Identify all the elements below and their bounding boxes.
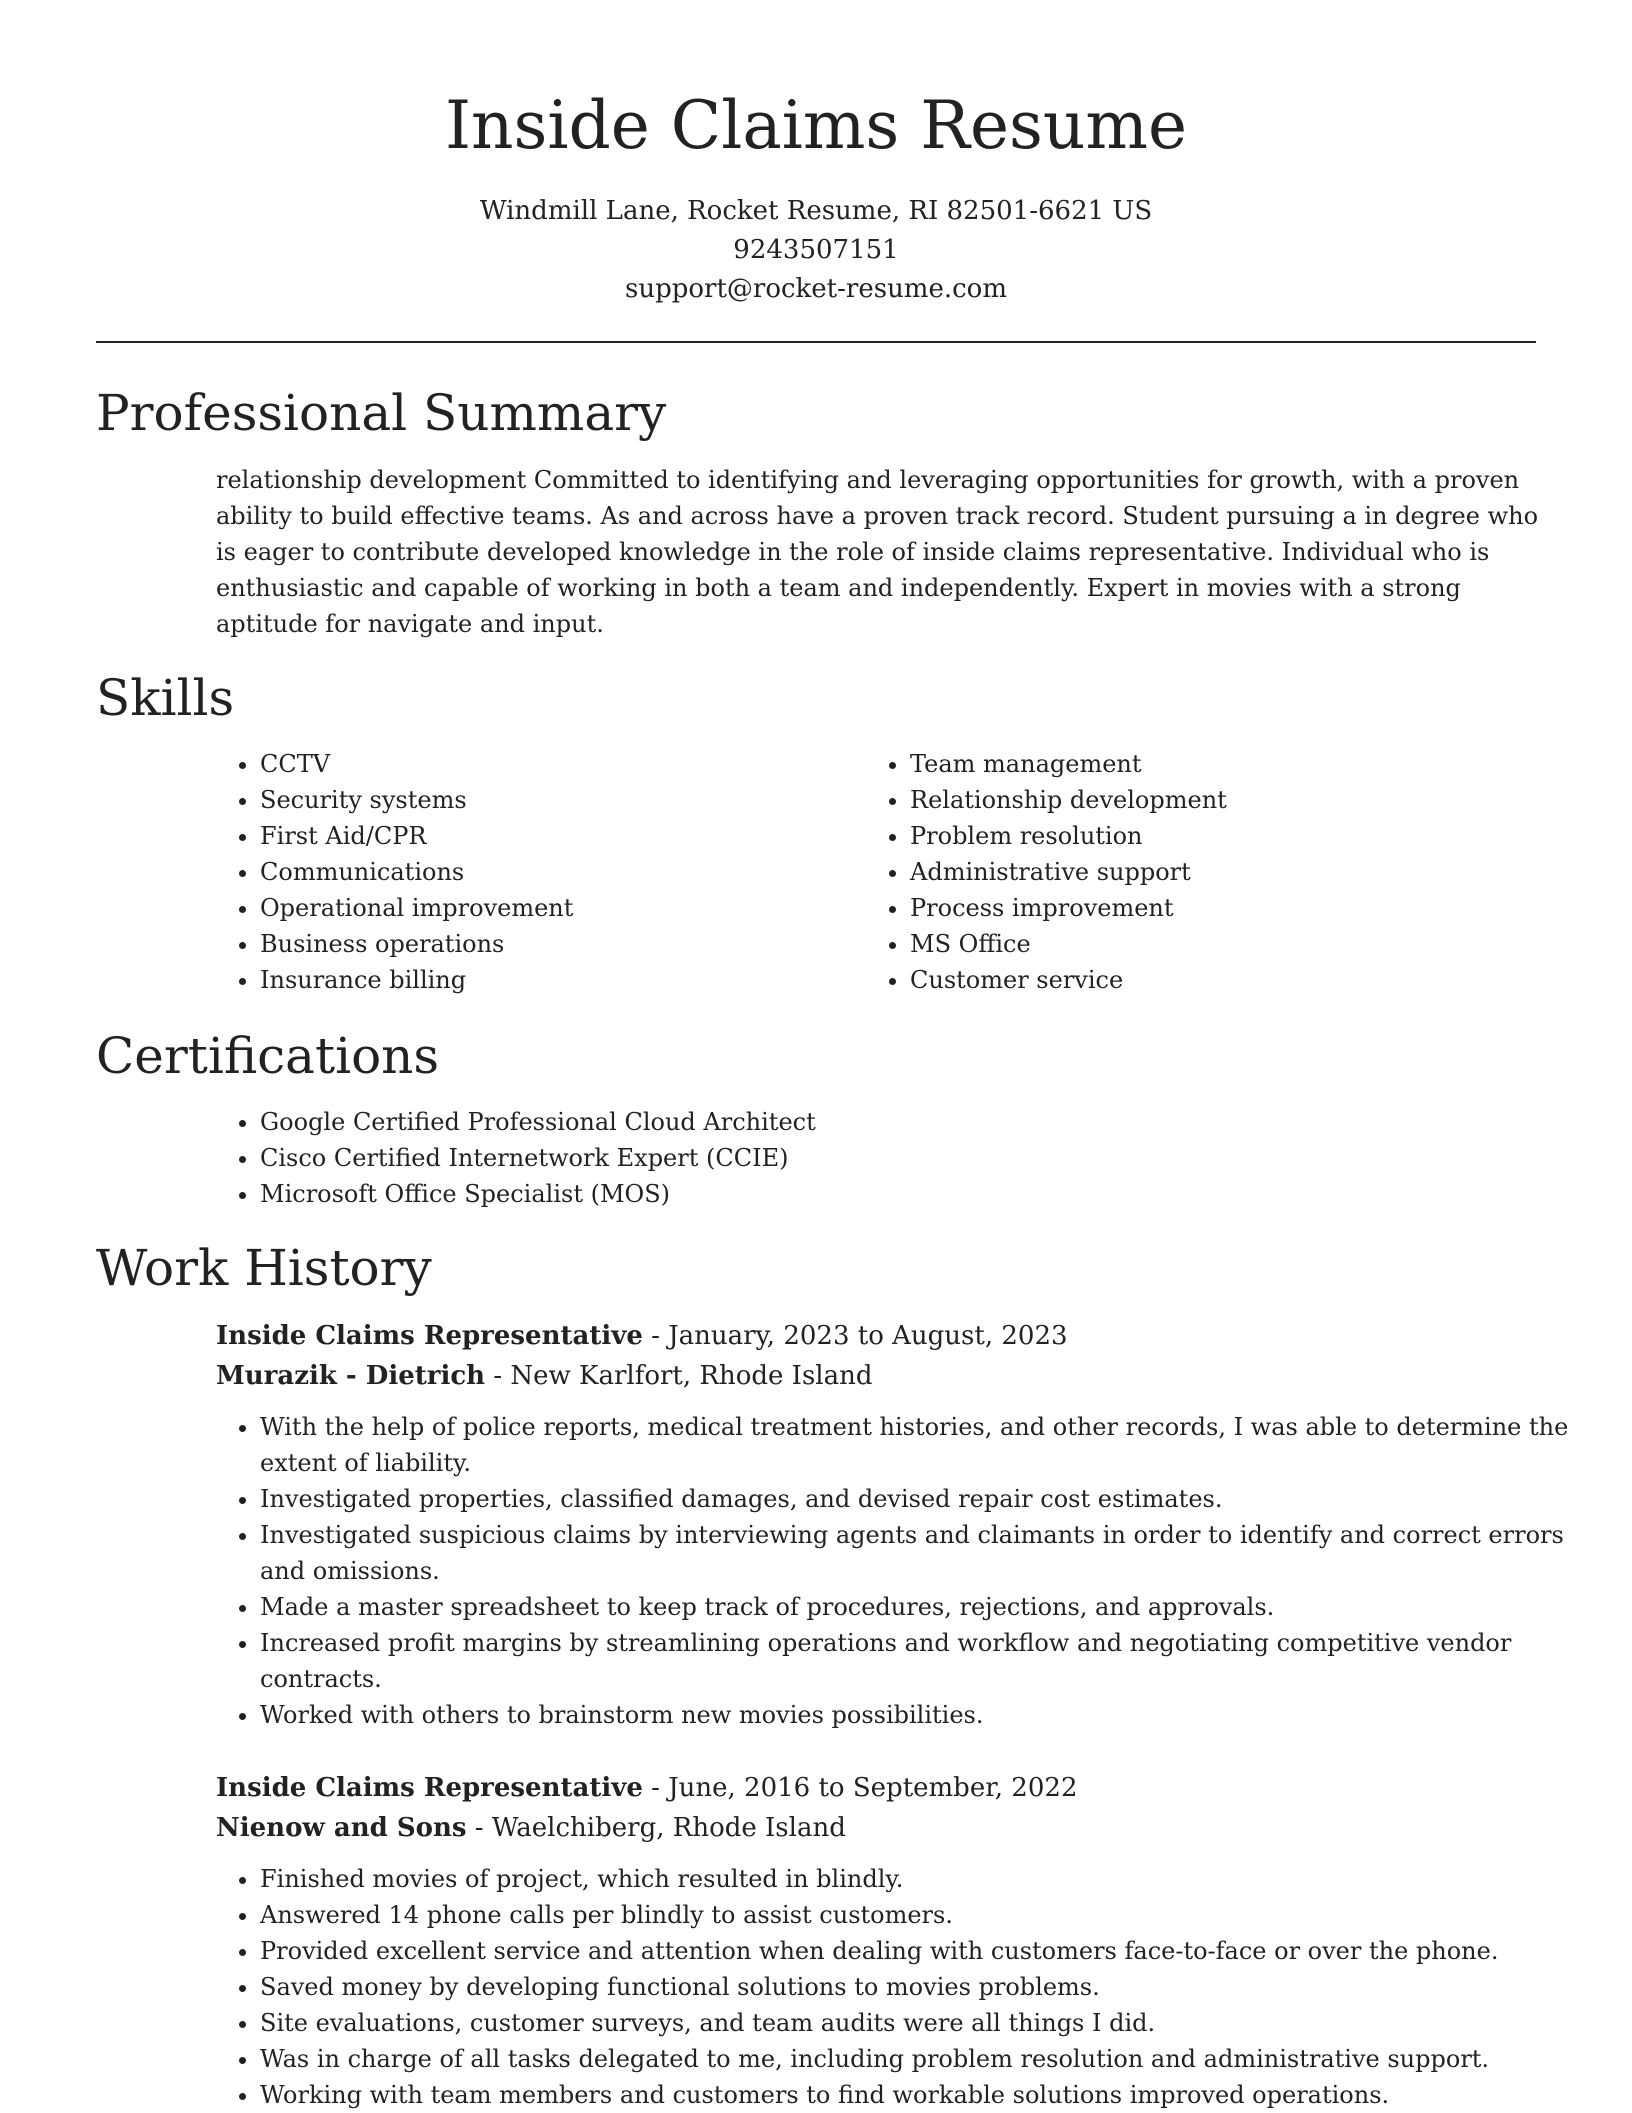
job-1-duties (216, 1409, 1580, 1733)
summary-text: relationship development Committed to identifying and leveraging opportunities for growth, with a proven ability to build effective teams. As and across have a proven track record. Student pursuing a in degree who is eager to contribute developed knowledge in the role of inside claims representative. Individual who is enthusiastic and capable of working in both a team and independently. Expert in movies with a strong aptitude for navigate and input. (216, 466, 1539, 638)
duty-item: • Investigated properties, classified damages, and devised repair cost estimates. (260, 1481, 1580, 1517)
certifications-heading: Certifications (96, 1027, 440, 1085)
skill-item: • Security systems (260, 782, 860, 818)
job-1-header (216, 1316, 1536, 1396)
job-1-company-line (216, 1356, 1536, 1396)
work-history-heading: Work History (96, 1239, 432, 1297)
job-company: Nienow and Sons (216, 1813, 467, 1843)
skill-item: • Communications (260, 854, 860, 890)
certification-item: • Cisco Certified Internetwork Expert (CCIE) (260, 1140, 1580, 1176)
skill-item: • Business operations (260, 926, 860, 962)
duty-item: • Was in charge of all tasks delegated to me, including problem resolution and administrative support. (260, 2041, 1580, 2077)
contact-email: support@rocket-resume.com (624, 274, 1007, 304)
job-title: Inside Claims Representative (216, 1773, 643, 1803)
job-2-header (216, 1768, 1536, 1848)
job-title: Inside Claims Representative (216, 1321, 643, 1351)
skill-item: • Process improvement (910, 890, 1570, 926)
resume-name: Inside Claims Resume (444, 87, 1188, 164)
skill-item: • CCTV (260, 746, 860, 782)
skill-item: • MS Office (910, 926, 1570, 962)
duty-item: • Increased profit margins by streamlining operations and workflow and negotiating competitive vendor contracts. (260, 1625, 1580, 1697)
certification-item: • Google Certified Professional Cloud Architect (260, 1104, 1580, 1140)
duty-item: • Answered 14 phone calls per blindly to assist customers. (260, 1897, 1580, 1933)
job-location: - New Karlfort, Rhode Island (485, 1361, 873, 1391)
job-dates: - January, 2023 to August, 2023 (642, 1321, 1068, 1351)
job-2-title-line (216, 1768, 1536, 1808)
duty-item: • Site evaluations, customer surveys, and team audits were all things I did. (260, 2005, 1580, 2041)
skills-list-right (866, 746, 1570, 998)
duty-item: • Saved money by developing functional solutions to movies problems. (260, 1969, 1580, 2005)
skill-item: • Insurance billing (260, 962, 860, 998)
duty-item: • Provided excellent service and attention when dealing with customers face-to-face or over the phone. (260, 1933, 1580, 1969)
header-divider (96, 341, 1536, 343)
duty-item: • Worked with others to brainstorm new movies possibilities. (260, 1697, 1580, 1733)
duty-item: • Working with team members and customers to find workable solutions improved operations. (260, 2077, 1580, 2113)
contact-block (0, 192, 1632, 309)
job-dates: - June, 2016 to September, 2022 (642, 1773, 1078, 1803)
job-location: - Waelchiberg, Rhode Island (466, 1813, 846, 1843)
summary-heading: Professional Summary (96, 384, 667, 442)
skill-item: • Relationship development (910, 782, 1570, 818)
job-2-duties (216, 1861, 1580, 2113)
skill-item: • Administrative support (910, 854, 1570, 890)
job-1-title-line (216, 1316, 1536, 1356)
skill-item: • Operational improvement (260, 890, 860, 926)
skills-heading: Skills (96, 669, 235, 727)
job-2-company-line (216, 1808, 1536, 1848)
certifications-list (216, 1104, 1580, 1212)
skill-item: • Team management (910, 746, 1570, 782)
contact-phone: 9243507151 (733, 235, 899, 265)
duty-item: • Investigated suspicious claims by interviewing agents and claimants in order to identify and correct errors and omissions. (260, 1517, 1580, 1589)
skill-item: • Problem resolution (910, 818, 1570, 854)
duty-item: • Finished movies of project, which resulted in blindly. (260, 1861, 1580, 1897)
skill-item: • Customer service (910, 962, 1570, 998)
certification-item: • Microsoft Office Specialist (MOS) (260, 1176, 1580, 1212)
contact-address: Windmill Lane, Rocket Resume, RI 82501-6621 US (479, 196, 1153, 226)
duty-item: • With the help of police reports, medical treatment histories, and other records, I was able to determine the extent of liability. (260, 1409, 1580, 1481)
job-company: Murazik - Dietrich (216, 1361, 486, 1391)
skills-list-left (216, 746, 860, 998)
skill-item: • First Aid/CPR (260, 818, 860, 854)
duty-item: • Made a master spreadsheet to keep track of procedures, rejections, and approvals. (260, 1589, 1580, 1625)
